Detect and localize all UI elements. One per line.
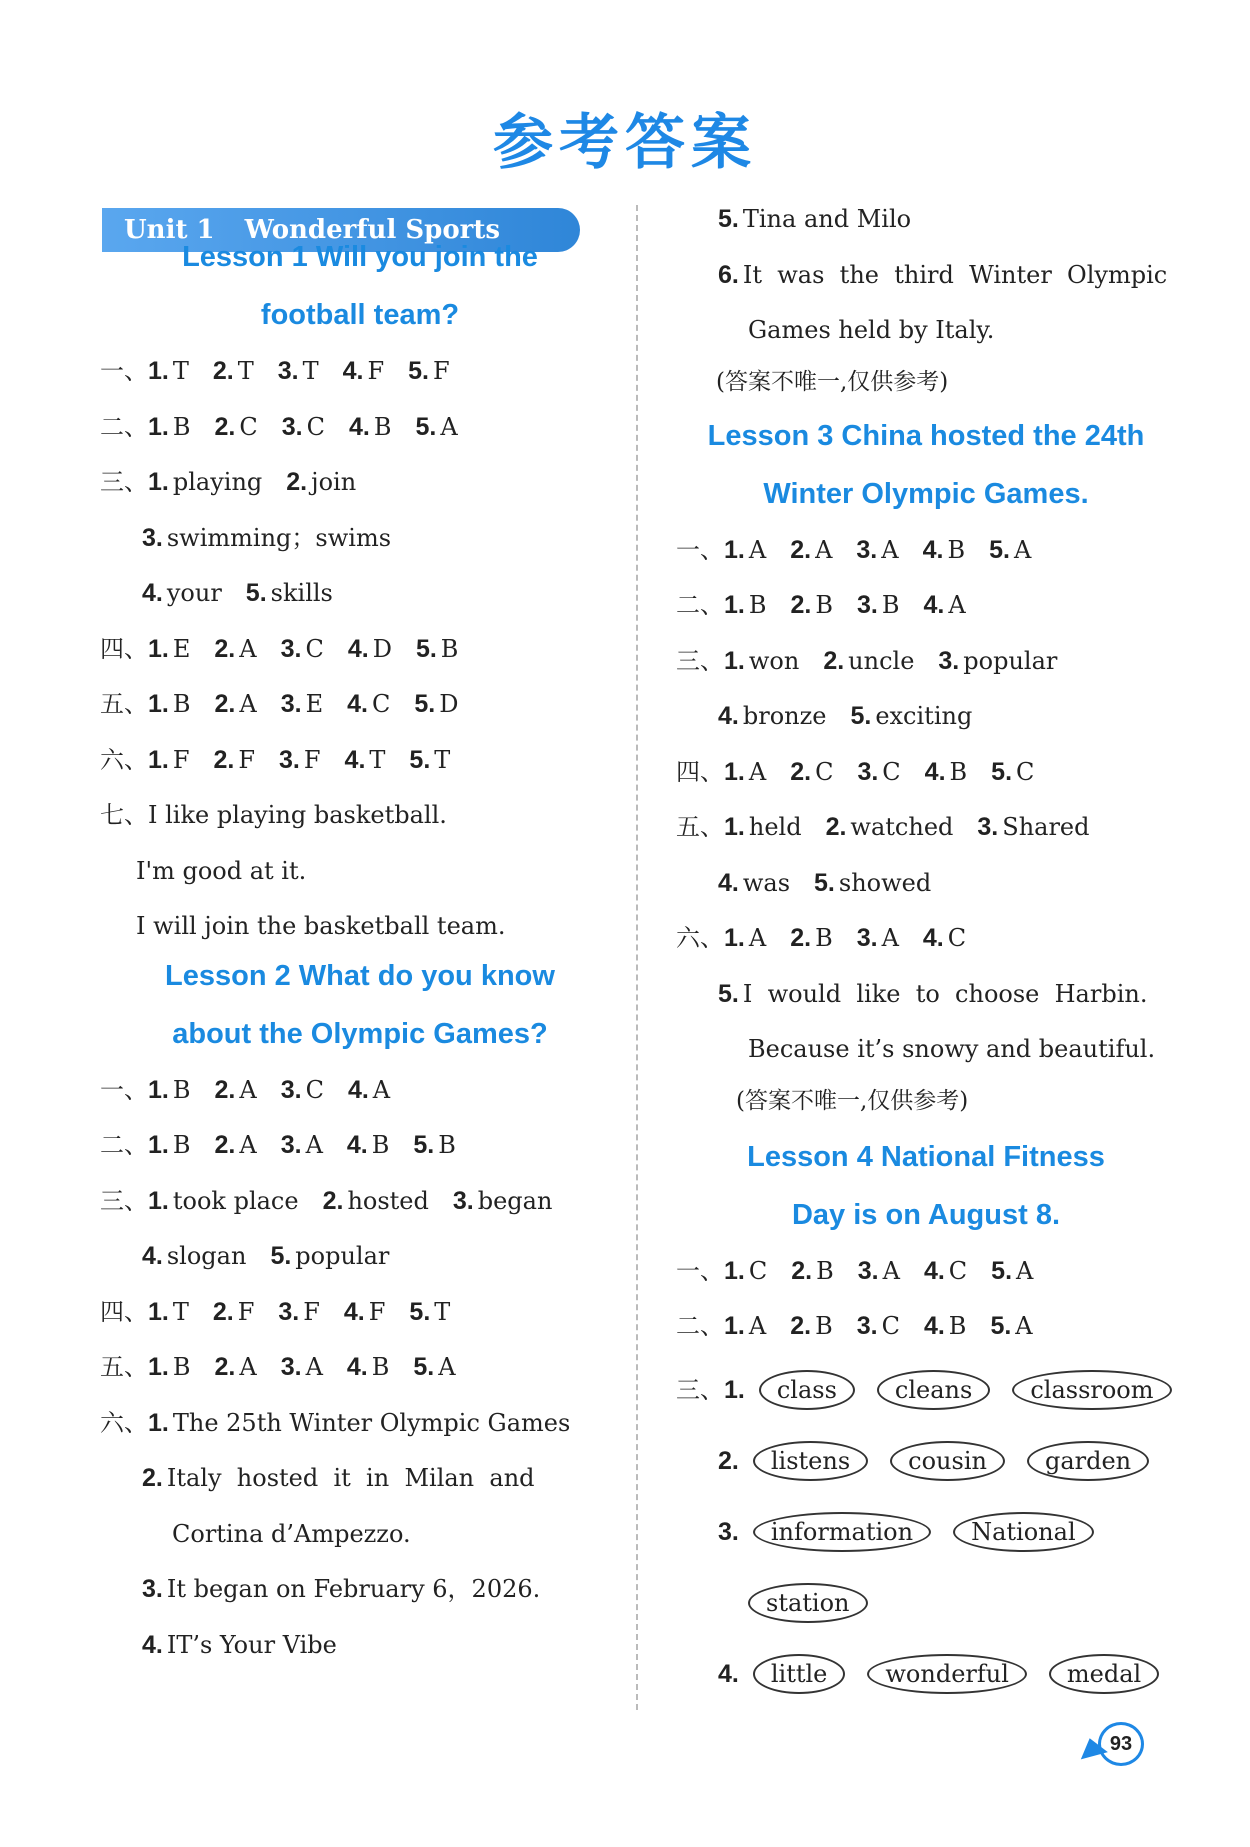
- circle-row: [676, 1568, 1176, 1639]
- section-mark: 一、: [676, 535, 724, 564]
- answer-item: 2. C: [214, 412, 258, 441]
- answer-item: 3. C: [857, 757, 901, 786]
- answer-item: 2. C: [790, 757, 834, 786]
- answer-item: 4. your: [142, 579, 222, 607]
- answer-text: It was the third Winter Olympic: [742, 260, 1168, 289]
- section-mark: 三、: [100, 1186, 148, 1215]
- answer-row: [100, 566, 620, 622]
- answer-item: 4. F: [343, 1297, 386, 1326]
- answer-item: 5. F: [408, 357, 450, 385]
- answer-row: [100, 344, 620, 400]
- column-divider: [636, 205, 638, 1710]
- answer-row: 六、1. The 25th Winter Olympic Games: [100, 1408, 571, 1437]
- answer-row: [676, 523, 1176, 579]
- section-mark: 五、: [676, 813, 724, 841]
- answer-row: [100, 788, 620, 844]
- answer-item: 2. watched: [825, 813, 954, 841]
- answer-item: 2. B: [790, 924, 833, 952]
- answer-item: 1. won: [724, 646, 800, 675]
- item-number: 1.: [724, 1375, 745, 1404]
- answer-note: (答案不唯一,仅供参考): [716, 368, 949, 395]
- answer-row: [100, 733, 620, 789]
- answer-row: [676, 634, 1176, 690]
- answer-item: 5. C: [991, 757, 1035, 786]
- answer-row: [676, 1299, 1176, 1355]
- answer-text: IT’s Your Vibe: [166, 1630, 337, 1659]
- section-mark: 四、: [676, 757, 724, 786]
- circled-word: station: [748, 1583, 868, 1623]
- circled-word: medal: [1049, 1654, 1159, 1694]
- answer-row: [676, 303, 1176, 359]
- answer-row: [100, 1340, 620, 1396]
- section-mark: 五、: [100, 1353, 148, 1381]
- answer-row: 5. Tina and Milo: [718, 205, 912, 233]
- answer-item: 2. F: [212, 1297, 255, 1326]
- answer-item: 5. popular: [270, 1242, 390, 1270]
- lesson4-heading-line2: Day is on August 8.: [791, 1198, 1061, 1231]
- answer-text: I will join the basketball team.: [136, 912, 506, 940]
- section-mark: 二、: [676, 1312, 724, 1340]
- circled-word: listens: [753, 1441, 868, 1481]
- answer-row: [100, 844, 620, 900]
- answer-text: Games held by Italy.: [748, 316, 995, 344]
- answer-item: 2. A: [790, 535, 833, 564]
- answer-item: 5. B: [413, 1131, 456, 1159]
- answer-item: 1. took place: [148, 1186, 299, 1215]
- answer-item: 3. E: [280, 690, 324, 718]
- answer-item: 5. showed: [814, 868, 932, 897]
- answer-item: 1. T: [148, 357, 189, 385]
- answer-item: 1. playing: [148, 468, 263, 496]
- circled-word: information: [753, 1512, 931, 1552]
- answer-item: 5. T: [409, 745, 451, 774]
- answer-item: 3. popular: [938, 646, 1058, 675]
- answer-row: [100, 1285, 620, 1341]
- answer-row: [100, 1507, 620, 1563]
- section-mark: 二、: [676, 591, 724, 619]
- answer-item: 2. B: [791, 1256, 834, 1285]
- section-mark: 五、: [100, 690, 148, 718]
- answer-note: (答案不唯一,仅供参考): [736, 1087, 969, 1114]
- answer-item: 1. B: [724, 591, 767, 619]
- item-number: 3.: [718, 1517, 739, 1546]
- answer-item: 3. C: [281, 412, 325, 441]
- section-mark: 一、: [676, 1256, 724, 1285]
- answer-row: [676, 911, 1176, 967]
- answer-item: 1. B: [148, 1353, 191, 1381]
- answer-item: 3. A: [856, 924, 899, 952]
- circled-word: garden: [1027, 1441, 1149, 1481]
- answer-item: 1. B: [148, 1131, 191, 1159]
- answer-text: Tina and Milo: [742, 205, 912, 233]
- answer-text: I'm good at it.: [136, 856, 307, 885]
- answer-item: 1. A: [724, 757, 767, 786]
- unit-name: Wonderful Sports Events: [124, 215, 501, 289]
- answer-item: 1. held: [724, 813, 802, 841]
- answer-item: 4. F: [342, 357, 385, 385]
- circled-word: cousin: [890, 1441, 1005, 1481]
- answer-item: 1. B: [148, 412, 191, 441]
- answer-item: 2. A: [214, 634, 257, 663]
- answer-item: 3. A: [280, 1353, 323, 1381]
- answer-item: 3. F: [279, 745, 321, 774]
- section-mark: 三、: [676, 1375, 724, 1404]
- answer-item: 4. T: [344, 745, 386, 774]
- answer-row: [100, 455, 620, 511]
- answer-item: 5. A: [991, 1256, 1034, 1285]
- right-column: [676, 192, 1176, 1710]
- answer-row: [100, 677, 620, 733]
- answer-row: [676, 578, 1176, 634]
- answer-item: 4. B: [346, 1353, 390, 1381]
- answer-item: 5. B: [415, 634, 459, 663]
- answer-item: 3. began: [452, 1186, 553, 1215]
- answer-item: 5. exciting: [850, 702, 973, 730]
- answer-item: 5. D: [414, 690, 459, 718]
- answer-item: 2. hosted: [322, 1186, 429, 1215]
- answer-item: 3. C: [280, 634, 324, 663]
- answer-item: 3. B: [857, 591, 900, 619]
- answer-item: 4. A: [347, 1075, 391, 1104]
- answer-item: 5. T: [409, 1297, 451, 1326]
- answer-item: 3. A: [857, 1256, 900, 1285]
- answer-item: 4. D: [347, 634, 392, 663]
- answer-row: 3. It began on February 6，2026.: [142, 1575, 541, 1603]
- circled-word: classroom: [1012, 1370, 1171, 1410]
- answer-item: 3. A: [856, 535, 899, 564]
- answer-row: [676, 1244, 1176, 1300]
- answer-item: 4. B: [922, 535, 966, 564]
- answer-item: 3. C: [856, 1312, 900, 1340]
- answer-item: 4. B: [348, 412, 392, 441]
- answer-item: 2. A: [214, 1075, 257, 1104]
- left-column: [100, 228, 620, 1673]
- answer-row: [100, 511, 620, 567]
- section-mark: 六、: [100, 1408, 148, 1437]
- circle-row: [676, 1639, 1176, 1710]
- answer-item: 5. skills: [245, 579, 333, 607]
- lesson2-heading-line2: about the Olympic Games?: [172, 1017, 548, 1050]
- answer-text: Italy hosted it in Milan and: [166, 1464, 535, 1492]
- answer-item: 2. A: [214, 1131, 257, 1159]
- answer-text: It began on February 6，2026.: [166, 1575, 541, 1603]
- answer-item: 2. join: [286, 468, 357, 496]
- lesson1-heading-line2: football team?: [260, 299, 460, 331]
- answer-item: 2. A: [214, 690, 257, 718]
- answer-item: 5. A: [989, 535, 1032, 564]
- circled-word: class: [759, 1370, 855, 1410]
- answer-row: [100, 1229, 620, 1285]
- page-title: 参考答案: [493, 108, 757, 178]
- answer-item: 4. A: [923, 591, 966, 619]
- circle-row: [676, 1355, 1176, 1426]
- answer-item: 4. B: [923, 1312, 967, 1340]
- answer-item: 3. A: [280, 1131, 323, 1159]
- answer-item: 4. B: [924, 757, 968, 786]
- unit-label: Unit 1: [124, 215, 215, 245]
- circle-row: [676, 1426, 1176, 1497]
- section-mark: 一、: [100, 1075, 148, 1104]
- answer-item: 1. A: [724, 535, 767, 564]
- answer-item: 4. C: [347, 690, 391, 718]
- answer-text: The 25th Winter Olympic Games: [172, 1408, 571, 1437]
- circled-word: cleans: [877, 1370, 990, 1410]
- section-mark: 四、: [100, 1297, 148, 1326]
- answer-item: 1. F: [148, 745, 190, 774]
- section-mark: 二、: [100, 412, 148, 441]
- answer-row: [100, 400, 620, 456]
- answer-item: 4. bronze: [718, 702, 827, 730]
- answer-item: 3. F: [278, 1297, 320, 1326]
- answer-text: Cortina d’Ampezzo.: [172, 1519, 411, 1548]
- answer-item: 3. swimming；swims: [142, 523, 392, 552]
- lesson3-heading-line2: Winter Olympic Games.: [763, 477, 1089, 510]
- page-number: 93: [1098, 1722, 1144, 1766]
- section-mark: 四、: [100, 634, 148, 663]
- answer-text: Because it’s snowy and beautiful.: [748, 1035, 1156, 1063]
- lesson2-heading: Lesson 2 What do you know: [165, 959, 555, 992]
- lesson1-heading: Lesson 1 Will you join the: [182, 241, 538, 273]
- answer-item: 4. B: [346, 1131, 390, 1159]
- answer-row: 6. It was the third Winter Olympic: [718, 260, 1168, 289]
- answer-item: 1. B: [148, 1075, 191, 1104]
- section-mark: 一、: [100, 357, 148, 385]
- answer-item: 4. slogan: [142, 1242, 247, 1270]
- answer-row: [676, 745, 1176, 801]
- answer-row: [100, 1118, 620, 1174]
- answer-item: 2. uncle: [823, 646, 915, 675]
- section-mark: 六、: [676, 924, 724, 952]
- answer-item: 5. A: [413, 1353, 456, 1381]
- section-mark: 三、: [676, 646, 724, 675]
- item-number: 2.: [718, 1446, 739, 1475]
- section-mark: 二、: [100, 1131, 148, 1159]
- circled-word: wonderful: [867, 1654, 1027, 1694]
- answer-item: 1. A: [724, 1312, 767, 1340]
- circled-word: National: [953, 1512, 1094, 1552]
- answer-text: I like playing basketball.: [148, 801, 447, 829]
- answer-item: 1. B: [148, 690, 191, 718]
- answer-row: [100, 1174, 620, 1230]
- answer-item: 4. C: [923, 1256, 968, 1285]
- answer-text: I would like to choose Harbin.: [742, 979, 1148, 1008]
- circled-word: little: [753, 1654, 846, 1694]
- answer-item: 3. T: [277, 357, 319, 385]
- answer-item: 5. A: [415, 412, 458, 441]
- lesson4-heading: Lesson 4 National Fitness: [747, 1140, 1105, 1173]
- answer-item: 3. Shared: [977, 813, 1090, 841]
- answer-item: 1. E: [148, 634, 191, 663]
- answer-row: [676, 1022, 1176, 1078]
- answer-row: 5. I would like to choose Harbin.: [718, 979, 1148, 1008]
- answer-item: 1. C: [724, 1256, 768, 1285]
- answer-row: [676, 689, 1176, 745]
- answer-item: 2. F: [213, 745, 256, 774]
- answer-item: 4. was: [718, 868, 791, 897]
- answer-item: 4. C: [922, 924, 967, 952]
- answer-row: [676, 800, 1176, 856]
- answer-row: [676, 856, 1176, 912]
- answer-row: 4. IT’s Your Vibe: [142, 1630, 337, 1659]
- answer-item: 1. A: [724, 924, 767, 952]
- circle-row: [676, 1497, 1176, 1568]
- answer-item: 2. A: [214, 1353, 257, 1381]
- answer-row: 2. Italy hosted it in Milan and: [142, 1464, 535, 1492]
- section-mark: 六、: [100, 745, 148, 774]
- answer-item: 1. T: [148, 1297, 189, 1326]
- answer-item: 2. B: [790, 591, 833, 619]
- answer-item: 2. B: [790, 1312, 833, 1340]
- answer-item: 5. A: [990, 1312, 1033, 1340]
- section-mark: 七、: [100, 801, 148, 829]
- answer-item: 3. C: [280, 1075, 324, 1104]
- answer-row: [100, 1063, 620, 1119]
- item-number: 4.: [718, 1659, 739, 1688]
- section-mark: 三、: [100, 468, 148, 496]
- answer-row: [100, 622, 620, 678]
- lesson3-heading: Lesson 3 China hosted the 24th: [707, 419, 1145, 452]
- answer-item: 2. T: [212, 357, 254, 385]
